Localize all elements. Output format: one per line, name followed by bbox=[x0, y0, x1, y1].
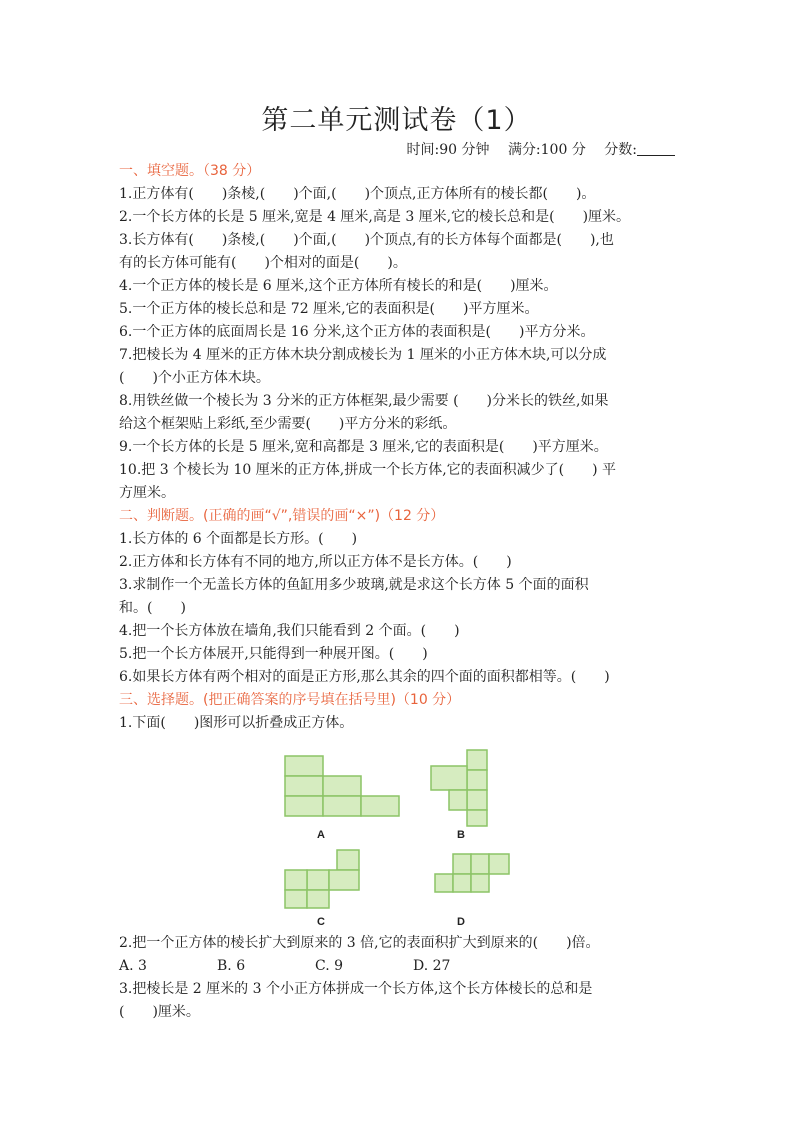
question-line: 4.把一个长方体放在墙角,我们只能看到 2 个面。( ) bbox=[119, 623, 460, 639]
net-cell bbox=[489, 854, 509, 874]
question-line: 1.正方体有( )条棱,( )个面,( )个顶点,正方体所有的棱长都( )。 bbox=[119, 186, 596, 202]
question-line: 2.正方体和长方体有不同的地方,所以正方体不是长方体。( ) bbox=[119, 554, 512, 570]
net-cell bbox=[285, 870, 307, 890]
net-cell bbox=[285, 776, 323, 796]
question-line: 2.把一个正方体的棱长扩大到原来的 3 倍,它的表面积扩大到原来的( )倍。 bbox=[119, 935, 600, 951]
question-line: 7.把棱长为 4 厘米的正方体木块分割成棱长为 1 厘米的小正方体木块,可以分成 bbox=[119, 347, 607, 363]
net-label-d: D bbox=[457, 916, 465, 928]
net-cell bbox=[467, 750, 487, 770]
net-cell bbox=[467, 790, 487, 810]
net-label-a: A bbox=[317, 829, 325, 841]
net-cell bbox=[361, 796, 399, 816]
net-cell bbox=[323, 776, 361, 796]
section-heading: 二、判断题。(正确的画“√”,错误的画“×”)（12 分） bbox=[119, 508, 445, 524]
net-cell bbox=[453, 874, 471, 892]
option-d: D. 27 bbox=[413, 958, 451, 974]
net-cell bbox=[471, 854, 489, 874]
net-cell bbox=[329, 870, 359, 890]
question-line: 3.求制作一个无盖长方体的鱼缸用多少玻璃,就是求这个长方体 5 个面的面积 bbox=[119, 577, 589, 593]
net-cell bbox=[307, 890, 329, 908]
net-label-c: C bbox=[317, 916, 325, 928]
net-cell bbox=[471, 874, 489, 892]
time-limit: 时间:90 分钟 bbox=[406, 142, 490, 158]
question-line: 5.一个正方体的棱长总和是 72 厘米,它的表面积是( )平方厘米。 bbox=[119, 301, 539, 317]
net-cell bbox=[467, 770, 487, 790]
page-title: 第二单元测试卷（1） bbox=[261, 105, 532, 136]
question-line: ( )个小正方体木块。 bbox=[119, 370, 270, 386]
net-b bbox=[431, 750, 487, 826]
question-line: 1.下面( )图形可以折叠成正方体。 bbox=[119, 715, 354, 731]
net-cell bbox=[453, 854, 471, 874]
net-cell bbox=[431, 766, 467, 790]
question-line: 给这个框架贴上彩纸,至少需要( )平方分米的彩纸。 bbox=[119, 416, 457, 432]
exam-meta bbox=[393, 139, 676, 159]
answer-options bbox=[119, 955, 679, 978]
net-label-b: B bbox=[457, 829, 465, 841]
net-cell bbox=[449, 790, 467, 810]
questions bbox=[119, 160, 679, 735]
net-cell bbox=[285, 796, 323, 816]
cube-nets-figure bbox=[119, 742, 679, 932]
net-d bbox=[435, 854, 509, 892]
question-line: 6.一个正方体的底面周长是 16 分米,这个正方体的表面积是( )平方分米。 bbox=[119, 324, 595, 340]
section-heading: 一、填空题。（38 分） bbox=[119, 163, 261, 179]
question-line: 1.长方体的 6 个面都是长方形。( ) bbox=[119, 531, 358, 547]
question-line: 和。( ) bbox=[119, 600, 186, 616]
net-cell bbox=[307, 870, 329, 890]
question-line: 6.如果长方体有两个相对的面是正方形,那么其余的四个面的面积都相等。( ) bbox=[119, 669, 610, 685]
question-line: 3.长方体有( )条棱,( )个面,( )个顶点,有的长方体每个面都是( ),也 bbox=[119, 232, 614, 248]
section-heading: 三、选择题。(把正确答案的序号填在括号里)（10 分） bbox=[119, 692, 461, 708]
net-cell bbox=[285, 890, 307, 908]
option-a: A. 3 bbox=[119, 958, 147, 974]
question-line: 8.用铁丝做一个棱长为 3 分米的正方体框架,最少需要 ( )分米长的铁丝,如果 bbox=[119, 393, 609, 409]
net-cell bbox=[467, 810, 487, 826]
question-line: 9.一个长方体的长是 5 厘米,宽和高都是 3 厘米,它的表面积是( )平方厘米。 bbox=[119, 439, 608, 455]
net-cell bbox=[285, 756, 323, 776]
question-line: 方厘米。 bbox=[119, 485, 175, 501]
option-b: B. 6 bbox=[217, 958, 246, 974]
question-line: 10.把 3 个棱长为 10 厘米的正方体,拼成一个长方体,它的表面积减少了( ) 平 bbox=[119, 462, 617, 478]
net-a bbox=[285, 756, 399, 816]
question-line: ( )厘米。 bbox=[119, 1004, 200, 1020]
net-cell bbox=[435, 874, 453, 892]
full-score: 满分:100 分 bbox=[507, 142, 586, 158]
score-blank[interactable] bbox=[637, 141, 675, 156]
question-line: 2.一个长方体的长是 5 厘米,宽是 4 厘米,高是 3 厘米,它的棱长总和是( )厘米。 bbox=[119, 209, 631, 225]
option-c: C. 9 bbox=[315, 958, 344, 974]
net-cell bbox=[323, 796, 361, 816]
question-line: 3.把棱长是 2 厘米的 3 个小正方体拼成一个长方体,这个长方体棱长的总和是 bbox=[119, 981, 593, 997]
question-line: 4.一个正方体的棱长是 6 厘米,这个正方体所有棱长的和是( )厘米。 bbox=[119, 278, 558, 294]
score-field: 分数: bbox=[604, 142, 675, 158]
question-line: 有的长方体可能有( )个相对的面是( )。 bbox=[119, 255, 407, 271]
question-line: 5.把一个长方体展开,只能得到一种展开图。( ) bbox=[119, 646, 428, 662]
net-cell bbox=[337, 850, 359, 870]
after-figure-questions bbox=[119, 932, 679, 1024]
net-c bbox=[285, 850, 359, 908]
